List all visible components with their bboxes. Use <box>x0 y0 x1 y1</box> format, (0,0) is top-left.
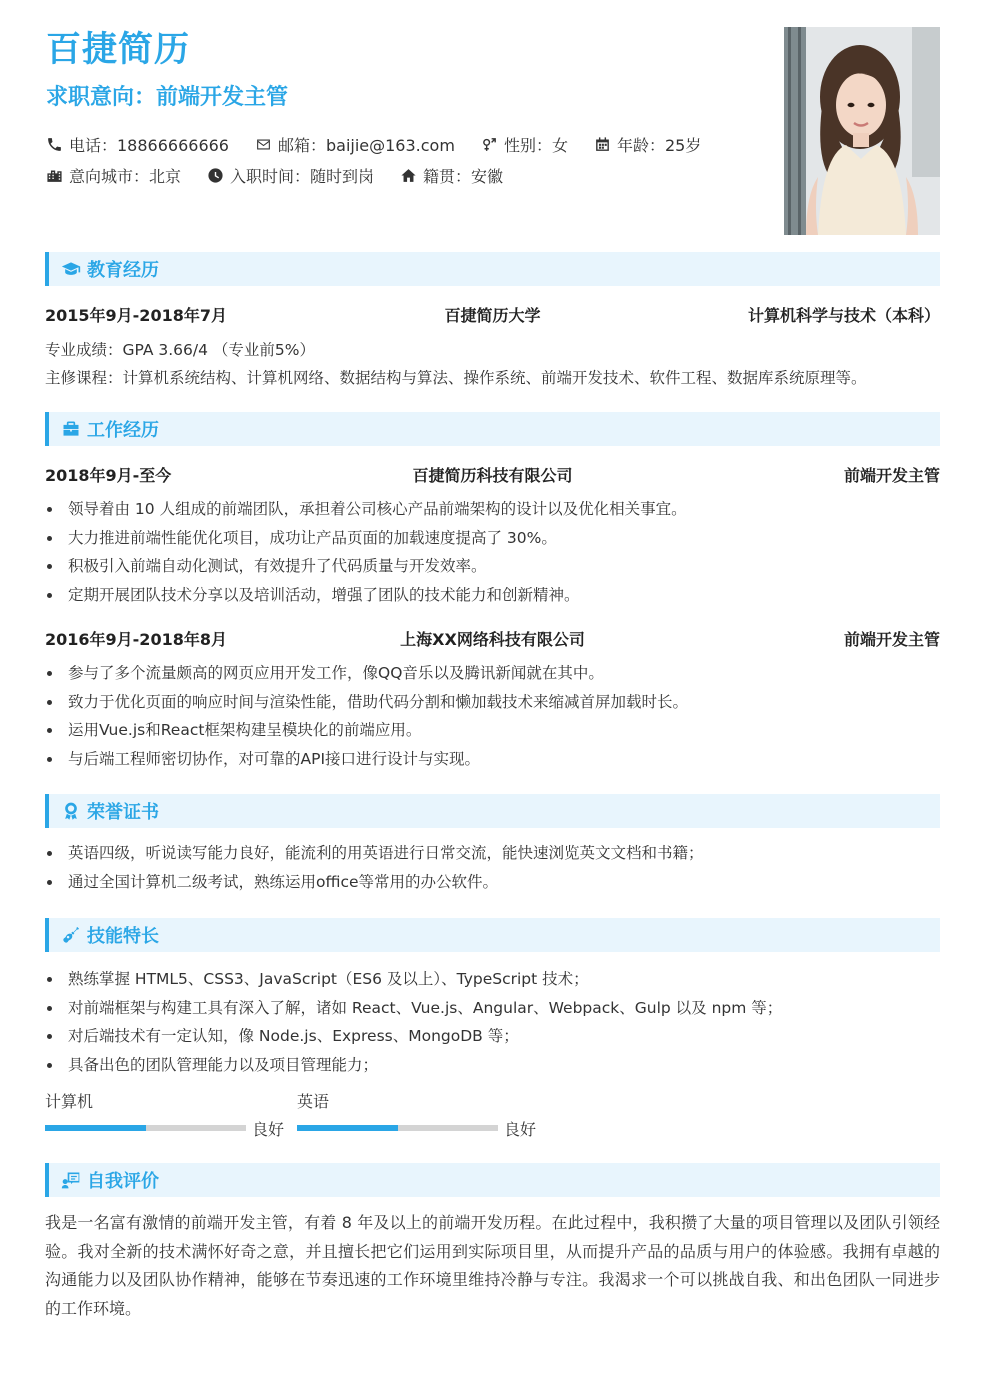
contact-info-row-2 <box>46 164 529 187</box>
skills-section-header <box>45 918 940 952</box>
self-eval-title: 自我评价 <box>87 1171 159 1192</box>
award-icon <box>61 801 81 821</box>
clock-icon <box>207 167 224 184</box>
phone-icon <box>46 136 63 153</box>
city-text: 意向城市：北京 <box>69 167 182 186</box>
age-info <box>594 133 701 156</box>
skill-english-bar <box>297 1125 498 1131</box>
age-text: 年龄：25岁 <box>616 136 702 155</box>
home-icon <box>400 167 417 184</box>
job-intent: 求职意向：前端开发主管 <box>46 85 289 110</box>
self-evaluation-icon <box>61 1170 81 1190</box>
skills-list <box>45 965 940 1079</box>
work-title: 工作经历 <box>87 420 159 441</box>
job-2-duties <box>45 659 940 773</box>
skill-computer-bar-fill <box>45 1125 146 1131</box>
start-time-info <box>207 164 374 187</box>
education-gpa: 专业成绩：GPA 3.66/4 （专业前5%） <box>45 341 316 359</box>
self-eval-text: 我是一名富有激情的前端开发主管，有着 8 年及以上的前端开发历程。在此过程中，我积攒了大量的项目管理以及团队引领经验。我对全新的技术满怀好奇之意，并且擅长把它们运用到实际项目里，从而提升产品的品质与用户的体验感。我拥有卓越的沟通能力以及团队协作精神，能够在节奏迅速的工作环境里维持冷静与专注。我渴求一个可以挑战自我、和出色团队一同进步的工作环境。 <box>45 1213 940 1319</box>
list-item: 与后端工程师密切协作，对可靠的API接口进行设计与实现。 <box>45 745 940 774</box>
city-info <box>46 164 181 187</box>
skill-computer-bar <box>45 1125 246 1131</box>
gender-icon <box>481 136 498 153</box>
skill-english-label: 英语 <box>297 1092 330 1111</box>
honors-title: 荣誉证书 <box>87 802 159 823</box>
hometown-text: 籍贯：安徽 <box>423 167 504 186</box>
job-2-company: 上海XX网络科技有限公司 <box>400 630 585 649</box>
job-1-summary-row <box>45 463 940 487</box>
list-item: 对前端框架与构建工具有深入了解，诸如 React、Vue.js、Angular、Webpack、Gulp 以及 npm 等； <box>45 994 940 1023</box>
education-major: 计算机科学与技术（本科） <box>747 306 940 325</box>
calendar-icon <box>594 136 611 153</box>
education-period: 2015年9月-2018年7月 <box>45 306 227 325</box>
start-time-text: 入职时间：随时到岗 <box>230 167 375 186</box>
education-summary-row <box>45 303 940 327</box>
city-icon <box>46 167 63 184</box>
job-2-role: 前端开发主管 <box>843 630 940 649</box>
briefcase-icon <box>61 419 81 439</box>
list-item: 英语四级，听说读写能力良好，能流利的用英语进行日常交流，能快速浏览英文文档和书籍； <box>45 839 940 868</box>
education-school: 百捷简历大学 <box>444 306 541 325</box>
education-title: 教育经历 <box>87 260 159 281</box>
phone-text: 电话：18866666666 <box>69 136 229 155</box>
job-1-period: 2018年9月-至今 <box>45 466 172 485</box>
mail-icon <box>255 136 272 153</box>
job-2-period: 2016年9月-2018年8月 <box>45 630 227 649</box>
email-info <box>255 133 455 156</box>
hometown-info <box>400 164 503 187</box>
list-item: 运用Vue.js和React框架构建呈模块化的前端应用。 <box>45 716 940 745</box>
job-2-summary-row <box>45 627 940 651</box>
skill-computer-label: 计算机 <box>45 1092 94 1111</box>
resume-name: 百捷简历 <box>46 30 191 70</box>
guitar-icon <box>61 925 81 945</box>
work-section-header <box>45 412 940 446</box>
job-1-company: 百捷简历科技有限公司 <box>412 466 573 485</box>
contact-info-row-1 <box>46 133 727 156</box>
list-item: 致力于优化页面的响应时间与渲染性能，借助代码分割和懒加载技术来缩减首屏加载时长。 <box>45 688 940 717</box>
gender-text: 性别：女 <box>503 136 568 155</box>
phone-info <box>46 133 229 156</box>
email-text: 邮箱：baijie@163.com <box>277 136 455 155</box>
skill-computer-level: 良好 <box>252 1120 285 1139</box>
skill-english-level: 良好 <box>504 1120 537 1139</box>
education-courses: 主修课程：计算机系统结构、计算机网络、数据结构与算法、操作系统、前端开发技术、软件工程、数据库系统原理等。 <box>45 369 867 387</box>
job-1-role: 前端开发主管 <box>843 466 940 485</box>
list-item: 对后端技术有一定认知，像 Node.js、Express、MongoDB 等； <box>45 1022 940 1051</box>
list-item: 具备出色的团队管理能力以及项目管理能力； <box>45 1051 940 1080</box>
education-section-header <box>45 252 940 286</box>
profile-photo <box>784 27 940 235</box>
list-item: 熟练掌握 HTML5、CSS3、JavaScript（ES6 及以上）、TypeScript 技术； <box>45 965 940 994</box>
list-item: 参与了多个流量颇高的网页应用开发工作，像QQ音乐以及腾讯新闻就在其中。 <box>45 659 940 688</box>
honors-list <box>45 839 940 896</box>
list-item: 积极引入前端自动化测试，有效提升了代码质量与开发效率。 <box>45 552 940 581</box>
job-1-duties <box>45 495 940 609</box>
list-item: 大力推进前端性能优化项目，成功让产品页面的加载速度提高了 30%。 <box>45 524 940 553</box>
skill-english-bar-fill <box>297 1125 398 1131</box>
graduation-cap-icon <box>61 259 81 279</box>
list-item: 领导着由 10 人组成的前端团队，承担着公司核心产品前端架构的设计以及优化相关事宜。 <box>45 495 940 524</box>
self-eval-section-header <box>45 1163 940 1197</box>
skills-title: 技能特长 <box>87 926 159 947</box>
gender-info <box>481 133 568 156</box>
honors-section-header <box>45 794 940 828</box>
list-item: 定期开展团队技术分享以及培训活动，增强了团队的技术能力和创新精神。 <box>45 581 940 610</box>
list-item: 通过全国计算机二级考试，熟练运用office等常用的办公软件。 <box>45 868 940 897</box>
